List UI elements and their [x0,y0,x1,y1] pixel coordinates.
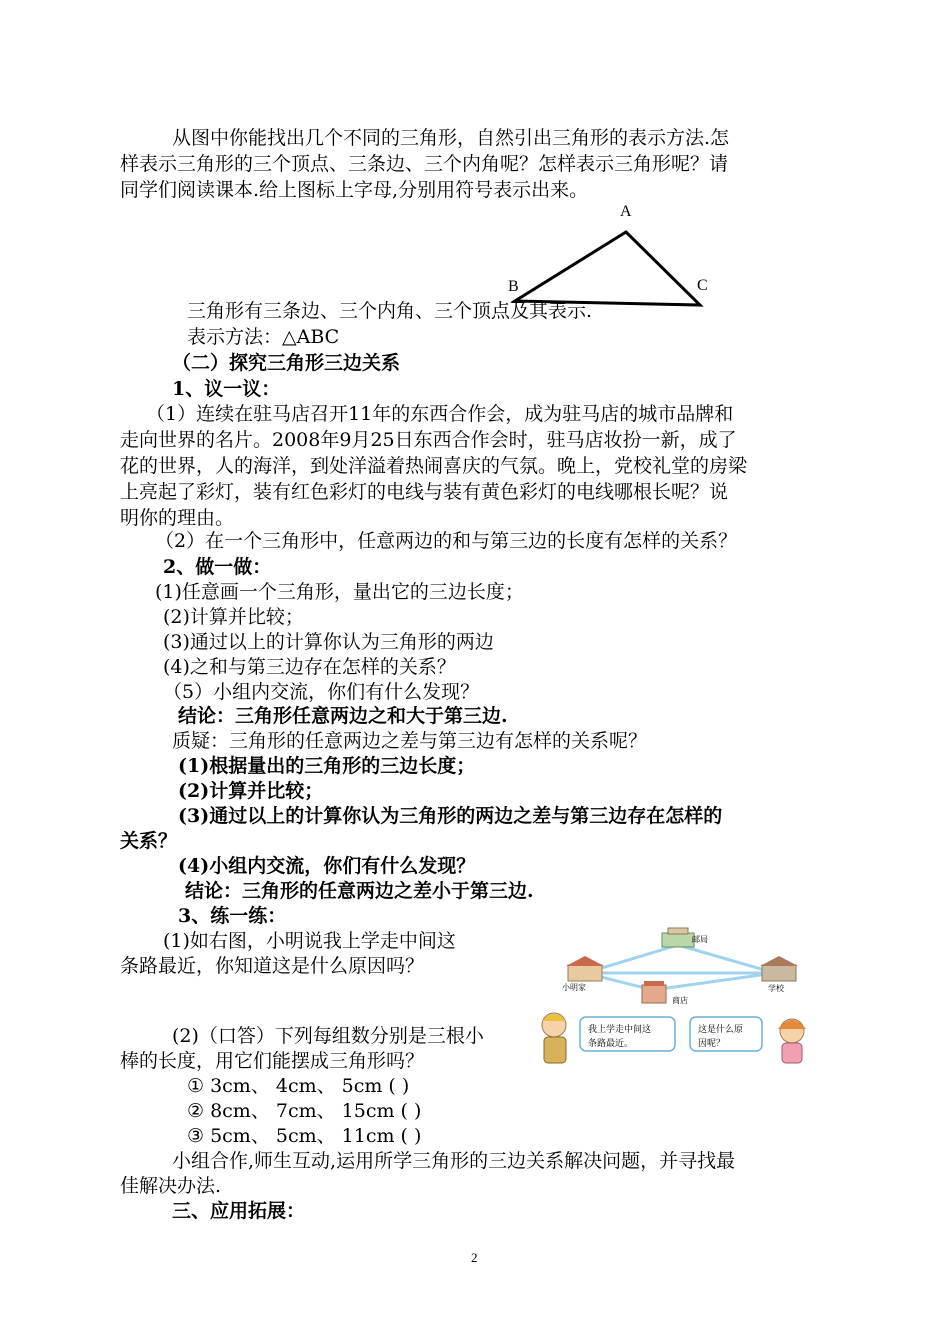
conclusion-1: 结论：三角形任意两边之和大于第三边. [178,705,508,727]
section-heading: 三、应用拓展： [172,1200,306,1222]
text-line: （2）在一个三角形中，任意两边的和与第三边的长度有怎样的关系？ [155,530,738,552]
text-line: (1)任意画一个三角形，量出它的三边长度； [155,581,524,603]
text-line: 关系？ [120,830,178,852]
subheading: 1、议一议： [172,378,281,400]
text-line: 花的世界，人的海洋，到处洋溢着热闹喜庆的气氛。晚上，党校礼堂的房梁 [120,455,748,477]
question-2: ② 8cm、 7cm、 15cm ( ) [187,1100,422,1122]
text-line: 表示方法：△ABC [187,326,340,348]
vertex-label-a: A [620,203,632,220]
route-line [678,945,775,973]
text-line: 佳解决办法. [120,1175,222,1197]
route-illustration [530,925,820,1070]
page-number: 2 [471,1250,478,1265]
vertex-label-c: C [697,277,708,294]
school-label: 学校 [768,984,784,993]
text-line: 明你的理由。 [120,507,235,529]
school-icon [760,956,798,981]
route-line [653,973,775,990]
conclusion-2: 结论：三角形的任意两边之差小于第三边. [185,880,534,902]
vertex-label-b: B [508,278,519,295]
subheading: 3、练一练： [178,905,287,927]
boy-figure [542,1013,566,1063]
text-line: (2)计算并比较； [163,606,304,628]
text-line: 条路最近，你知道这是什么原因吗？ [120,955,425,977]
text-line: 小组合作,师生互动,运用所学三角形的三边关系解决问题，并寻找最 [172,1150,736,1172]
text-line: 走向世界的名片。2008年9月25日东西合作会时，驻马店妆扮一新，成了 [120,429,737,451]
girl-figure [778,1019,806,1063]
bubble-text: 我上学走中间这 [588,1025,652,1035]
text-line: (4)小组内交流，你们有什么发现？ [178,855,476,877]
text-line: （1）连续在驻马店召开11年的东西合作会，成为驻马店的城市品牌和 [146,403,734,425]
triangle-figure [500,225,720,315]
home-label: 小明家 [562,983,586,992]
text-line: 三角形有三条边、三个内角、三个顶点及其表示. [187,300,593,322]
text-line: (4)之和与第三边存在怎样的关系？ [163,656,456,678]
text-line: 同学们阅读课本.给上图标上字母,分别用符号表示出来。 [120,179,589,201]
bubble-text: 因呢？ [698,1039,726,1049]
shop-icon [642,981,666,1003]
text-line: (3)通过以上的计算你认为三角形的两边 [163,631,494,653]
triangle-abc [515,232,700,305]
text-line: 上亮起了彩灯，装有红色彩灯的电线与装有黄色彩灯的电线哪根长呢？说 [120,481,729,503]
text-line: （5）小组内交流，你们有什么发现？ [163,681,480,703]
post-office-icon [662,928,694,947]
question-1: ① 3cm、 4cm、 5cm ( ) [187,1075,410,1097]
text-line: (3)通过以上的计算你认为三角形的两边之差与第三边存在怎样的 [178,805,723,827]
shop-label: 商店 [672,996,688,1005]
text-line: (2)（口答）下列每组数分别是三根小 [172,1025,484,1047]
subheading: 2、做一做： [163,556,272,578]
text-line: 质疑：三角形的任意两边之差与第三边有怎样的关系呢？ [172,730,648,752]
text-line: (1)如右图，小明说我上学走中间这 [163,930,456,952]
text-line: 样表示三角形的三个顶点、三条边、三个内角呢？怎样表示三角形呢？请 [120,153,729,175]
bubble-text: 条路最近。 [588,1039,634,1049]
post-office-label: 邮局 [692,935,708,944]
question-3: ③ 5cm、 5cm、 11cm ( ) [187,1125,422,1147]
text-line: (2)计算并比较； [178,780,324,802]
text-line: 棒的长度，用它们能摆成三角形吗？ [120,1050,425,1072]
home-icon [566,956,604,981]
text-line: 从图中你能找出几个不同的三角形，自然引出三角形的表示方法.怎 [172,127,730,149]
text-line: (1)根据量出的三角形的三边长度； [178,755,476,777]
bubble-text: 这是什么原 [698,1025,744,1035]
section-heading: （二）探究三角形三边关系 [172,352,401,374]
